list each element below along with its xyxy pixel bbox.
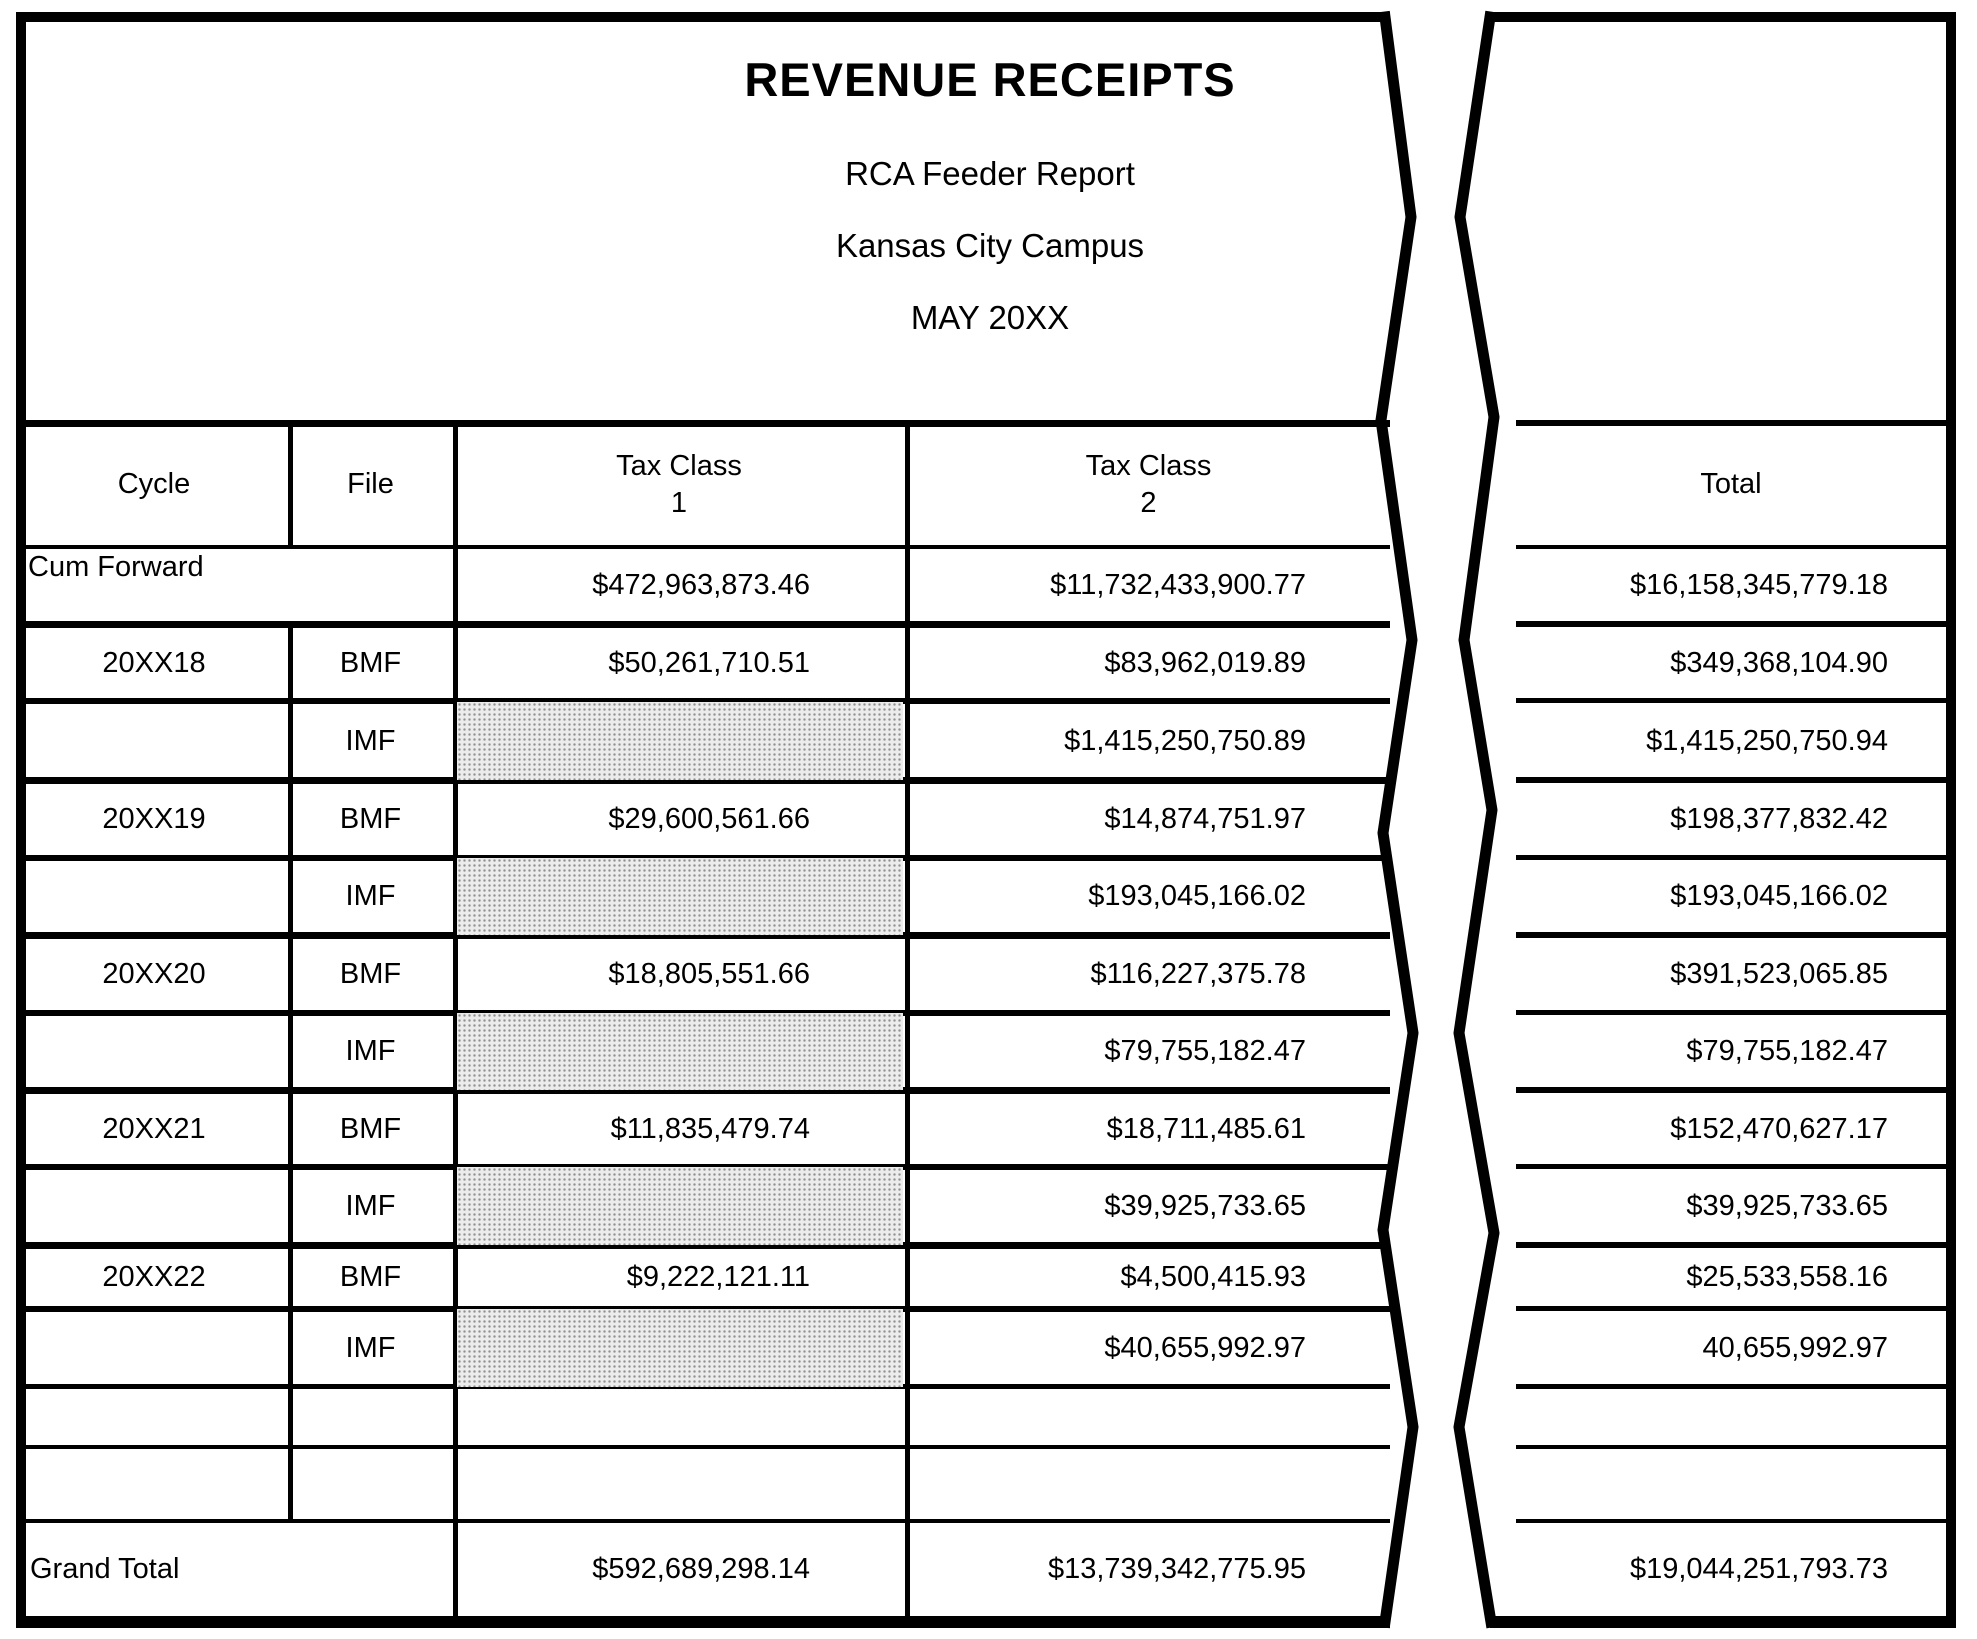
total-value: $39,925,733.65 <box>1686 1189 1888 1222</box>
column-header-taxclass1 <box>453 424 905 545</box>
fragment-line <box>1516 621 1946 627</box>
column-header-cycle-label: Cycle <box>117 468 191 501</box>
total-value: 40,655,992.97 <box>1702 1331 1888 1364</box>
table-row <box>20 861 1946 932</box>
report-name: RCA Feeder Report <box>845 155 1135 192</box>
total-value: $1,415,250,750.94 <box>1646 724 1888 757</box>
table-row <box>20 939 1946 1010</box>
shaded-cell <box>457 702 903 780</box>
table-row <box>20 1094 1946 1164</box>
column-header-total <box>1516 424 1946 545</box>
column-header-total-label: Total <box>1700 468 1762 501</box>
table-row <box>20 784 1946 855</box>
fragment-border-top <box>1490 12 1956 22</box>
file-value: IMF <box>345 1189 396 1222</box>
taxclass2-value: $14,874,751.97 <box>1104 803 1306 835</box>
taxclass2-value: $83,962,019.89 <box>1104 646 1306 679</box>
column-header-taxclass2-line1: Tax Class <box>1085 450 1212 483</box>
campus-name: Kansas City Campus <box>835 227 1145 264</box>
cycle-value: 20XX18 <box>102 646 206 679</box>
taxclass2-value: $79,755,182.47 <box>1104 1035 1306 1067</box>
row-label: Grand Total <box>30 1553 180 1585</box>
total-value: $25,533,558.16 <box>1686 1261 1888 1293</box>
fragment-line <box>1516 1306 1946 1311</box>
table-row <box>20 1170 1946 1242</box>
file-value: BMF <box>339 803 402 835</box>
row-label: Cum Forward <box>28 551 204 583</box>
taxclass2-value: $116,227,375.78 <box>1090 958 1306 990</box>
taxclass1-value: $29,600,561.66 <box>608 803 810 835</box>
taxclass1-value: $11,835,479.74 <box>610 1112 810 1145</box>
page-title: REVENUE RECEIPTS <box>744 53 1236 106</box>
shaded-cell <box>457 1013 903 1090</box>
fragment-line <box>1516 698 1946 703</box>
shaded-cell <box>457 1309 903 1387</box>
file-value: BMF <box>339 1261 402 1293</box>
total-value: $349,368,104.90 <box>1670 646 1888 679</box>
fragment-line <box>1516 777 1946 783</box>
column-header-taxclass2-line2: 2 <box>1140 486 1157 519</box>
file-value: IMF <box>345 724 396 757</box>
taxclass1-value: $9,222,121.11 <box>626 1261 810 1293</box>
cycle-value: 20XX20 <box>102 958 206 990</box>
cycle-value: 20XX19 <box>102 803 206 835</box>
total-value: $193,045,166.02 <box>1670 880 1888 912</box>
table-row <box>20 1312 1946 1384</box>
column-header-file <box>288 424 453 545</box>
fragment-border-right <box>1946 12 1956 1628</box>
total-value: $152,470,627.17 <box>1670 1112 1888 1145</box>
fragment-line <box>1516 1010 1946 1015</box>
table-row <box>20 628 1946 698</box>
shaded-cell <box>457 858 903 935</box>
total-value: $19,044,251,793.73 <box>1629 1553 1888 1585</box>
fragment-border-bottom <box>1490 1616 1956 1628</box>
file-value: IMF <box>345 880 396 912</box>
cycle-value: 20XX22 <box>102 1261 206 1293</box>
column-header-cycle <box>20 424 288 545</box>
report-month: MAY 20XX <box>910 299 1070 336</box>
total-value: $16,158,345,779.18 <box>1629 568 1888 601</box>
total-value: $198,377,832.42 <box>1670 803 1888 835</box>
taxclass2-value: $1,415,250,750.89 <box>1064 724 1306 757</box>
taxclass2-value: $18,711,485.61 <box>1106 1112 1306 1145</box>
fragment-line <box>1516 1087 1946 1093</box>
taxclass1-value: $18,805,551.66 <box>608 958 810 990</box>
fragment-line <box>1516 1242 1946 1248</box>
column-header-taxclass1-line1: Tax Class <box>616 450 742 483</box>
taxclass2-value: $193,045,166.02 <box>1088 880 1306 912</box>
table-row-empty <box>20 1449 1946 1519</box>
cycle-value: 20XX21 <box>102 1112 206 1145</box>
table-row <box>20 705 1946 777</box>
file-value: IMF <box>345 1035 396 1067</box>
fragment-line <box>1516 1164 1946 1169</box>
table-row <box>20 1016 1946 1087</box>
column-header-taxclass1-line2: 1 <box>670 486 688 519</box>
file-value: BMF <box>339 1112 402 1145</box>
table-line <box>24 621 1390 628</box>
table-row-cum-forward <box>20 549 1946 621</box>
total-value: $391,523,065.85 <box>1670 958 1888 990</box>
fragment-line <box>1516 855 1946 860</box>
file-value: BMF <box>339 646 402 679</box>
table-border-top <box>16 12 1390 22</box>
table-border-bottom <box>16 1616 1390 1628</box>
taxclass1-value: $592,689,298.14 <box>592 1553 810 1585</box>
taxclass2-value: $13,739,342,775.95 <box>1047 1553 1306 1585</box>
table-row-grand-total <box>20 1523 1946 1616</box>
file-value: IMF <box>345 1331 396 1364</box>
taxclass2-value: $4,500,415.93 <box>1120 1261 1306 1293</box>
column-header-taxclass2 <box>905 424 1392 545</box>
total-value: $79,755,182.47 <box>1686 1035 1888 1067</box>
taxclass1-value: $472,963,873.46 <box>592 568 810 601</box>
fragment-line <box>1516 932 1946 938</box>
taxclass2-value: $39,925,733.65 <box>1104 1189 1306 1222</box>
taxclass2-value: $40,655,992.97 <box>1104 1331 1306 1364</box>
taxclass2-value: $11,732,433,900.77 <box>1050 568 1306 601</box>
column-header-file-label: File <box>347 468 394 501</box>
table-row-empty <box>20 1389 1946 1445</box>
taxclass1-value: $50,261,710.51 <box>608 646 810 679</box>
shaded-cell <box>457 1167 903 1245</box>
file-value: BMF <box>339 958 402 990</box>
table-row <box>20 1249 1946 1306</box>
